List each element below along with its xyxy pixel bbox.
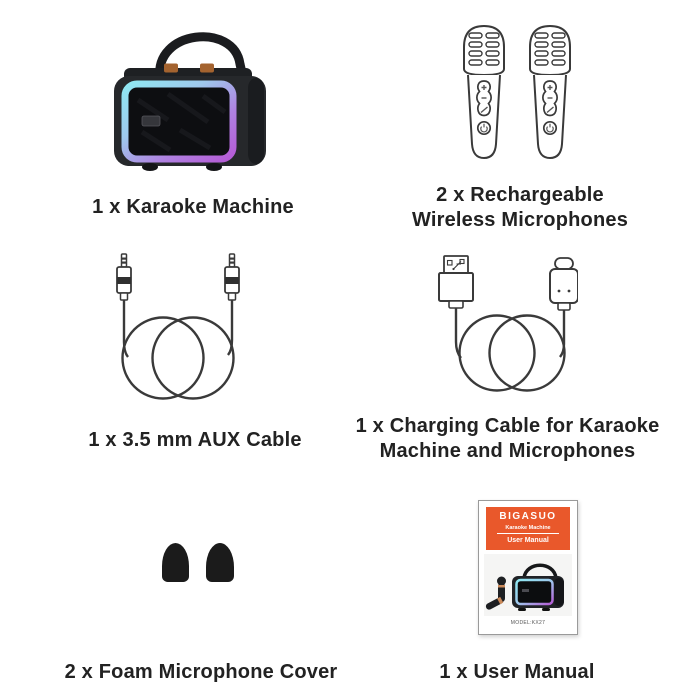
- foam-cover-illustration: [162, 543, 189, 582]
- speaker-led-ring: [125, 84, 233, 159]
- caption-aux-cable: [50, 428, 340, 453]
- manual-model-number: MODEL:KX27: [510, 620, 546, 626]
- usb-c-connector: [550, 258, 578, 310]
- caption-line: Machine and Microphones: [379, 440, 636, 462]
- caption-line: 1 x Charging Cable for Karaoke: [355, 415, 660, 437]
- caption-line: 2 x Rechargeable: [436, 184, 604, 206]
- manual-cover-photo: [484, 554, 572, 616]
- charging-cable-coil: [456, 308, 565, 391]
- caption-foam-covers: [35, 660, 367, 685]
- microphone-figure: [464, 26, 570, 158]
- caption-microphones: [385, 183, 655, 233]
- foam-cover-illustration: [206, 543, 234, 582]
- caption-karaoke-machine: [48, 195, 338, 220]
- manual-doc-title: User Manual: [507, 537, 549, 544]
- caption-line: 1 x User Manual: [439, 661, 595, 683]
- microphones-illustration: [458, 17, 576, 165]
- aux-jack-connector: [117, 254, 131, 300]
- caption-user-manual: [388, 660, 646, 685]
- caption-charging-cable: [340, 414, 675, 464]
- caption-line: Wireless Microphones: [411, 209, 629, 231]
- charging-cable-illustration: [438, 254, 578, 398]
- speaker-foot: [206, 163, 222, 171]
- user-manual-illustration: [478, 500, 578, 635]
- karaoke-machine-illustration: [108, 20, 272, 172]
- aux-cable-coil: [123, 300, 234, 399]
- manual-divider: [497, 533, 559, 534]
- caption-line: 1 x 3.5 mm AUX Cable: [88, 429, 302, 451]
- speaker-foot: [142, 163, 158, 171]
- manual-product-name: Karaoke Machine: [505, 525, 551, 531]
- manual-header: [486, 507, 570, 550]
- speaker-handle-mount: [164, 64, 178, 73]
- caption-line: 2 x Foam Microphone Cover: [64, 661, 338, 683]
- speaker-handle-mount: [200, 64, 214, 73]
- speaker-logo-badge: [142, 116, 160, 126]
- caption-line: 1 x Karaoke Machine: [92, 196, 294, 218]
- aux-jack-connector: [225, 254, 239, 300]
- usb-a-connector: [439, 256, 473, 308]
- manual-brand-logo: BIGASUO: [499, 511, 557, 522]
- aux-cable-illustration: [108, 252, 248, 402]
